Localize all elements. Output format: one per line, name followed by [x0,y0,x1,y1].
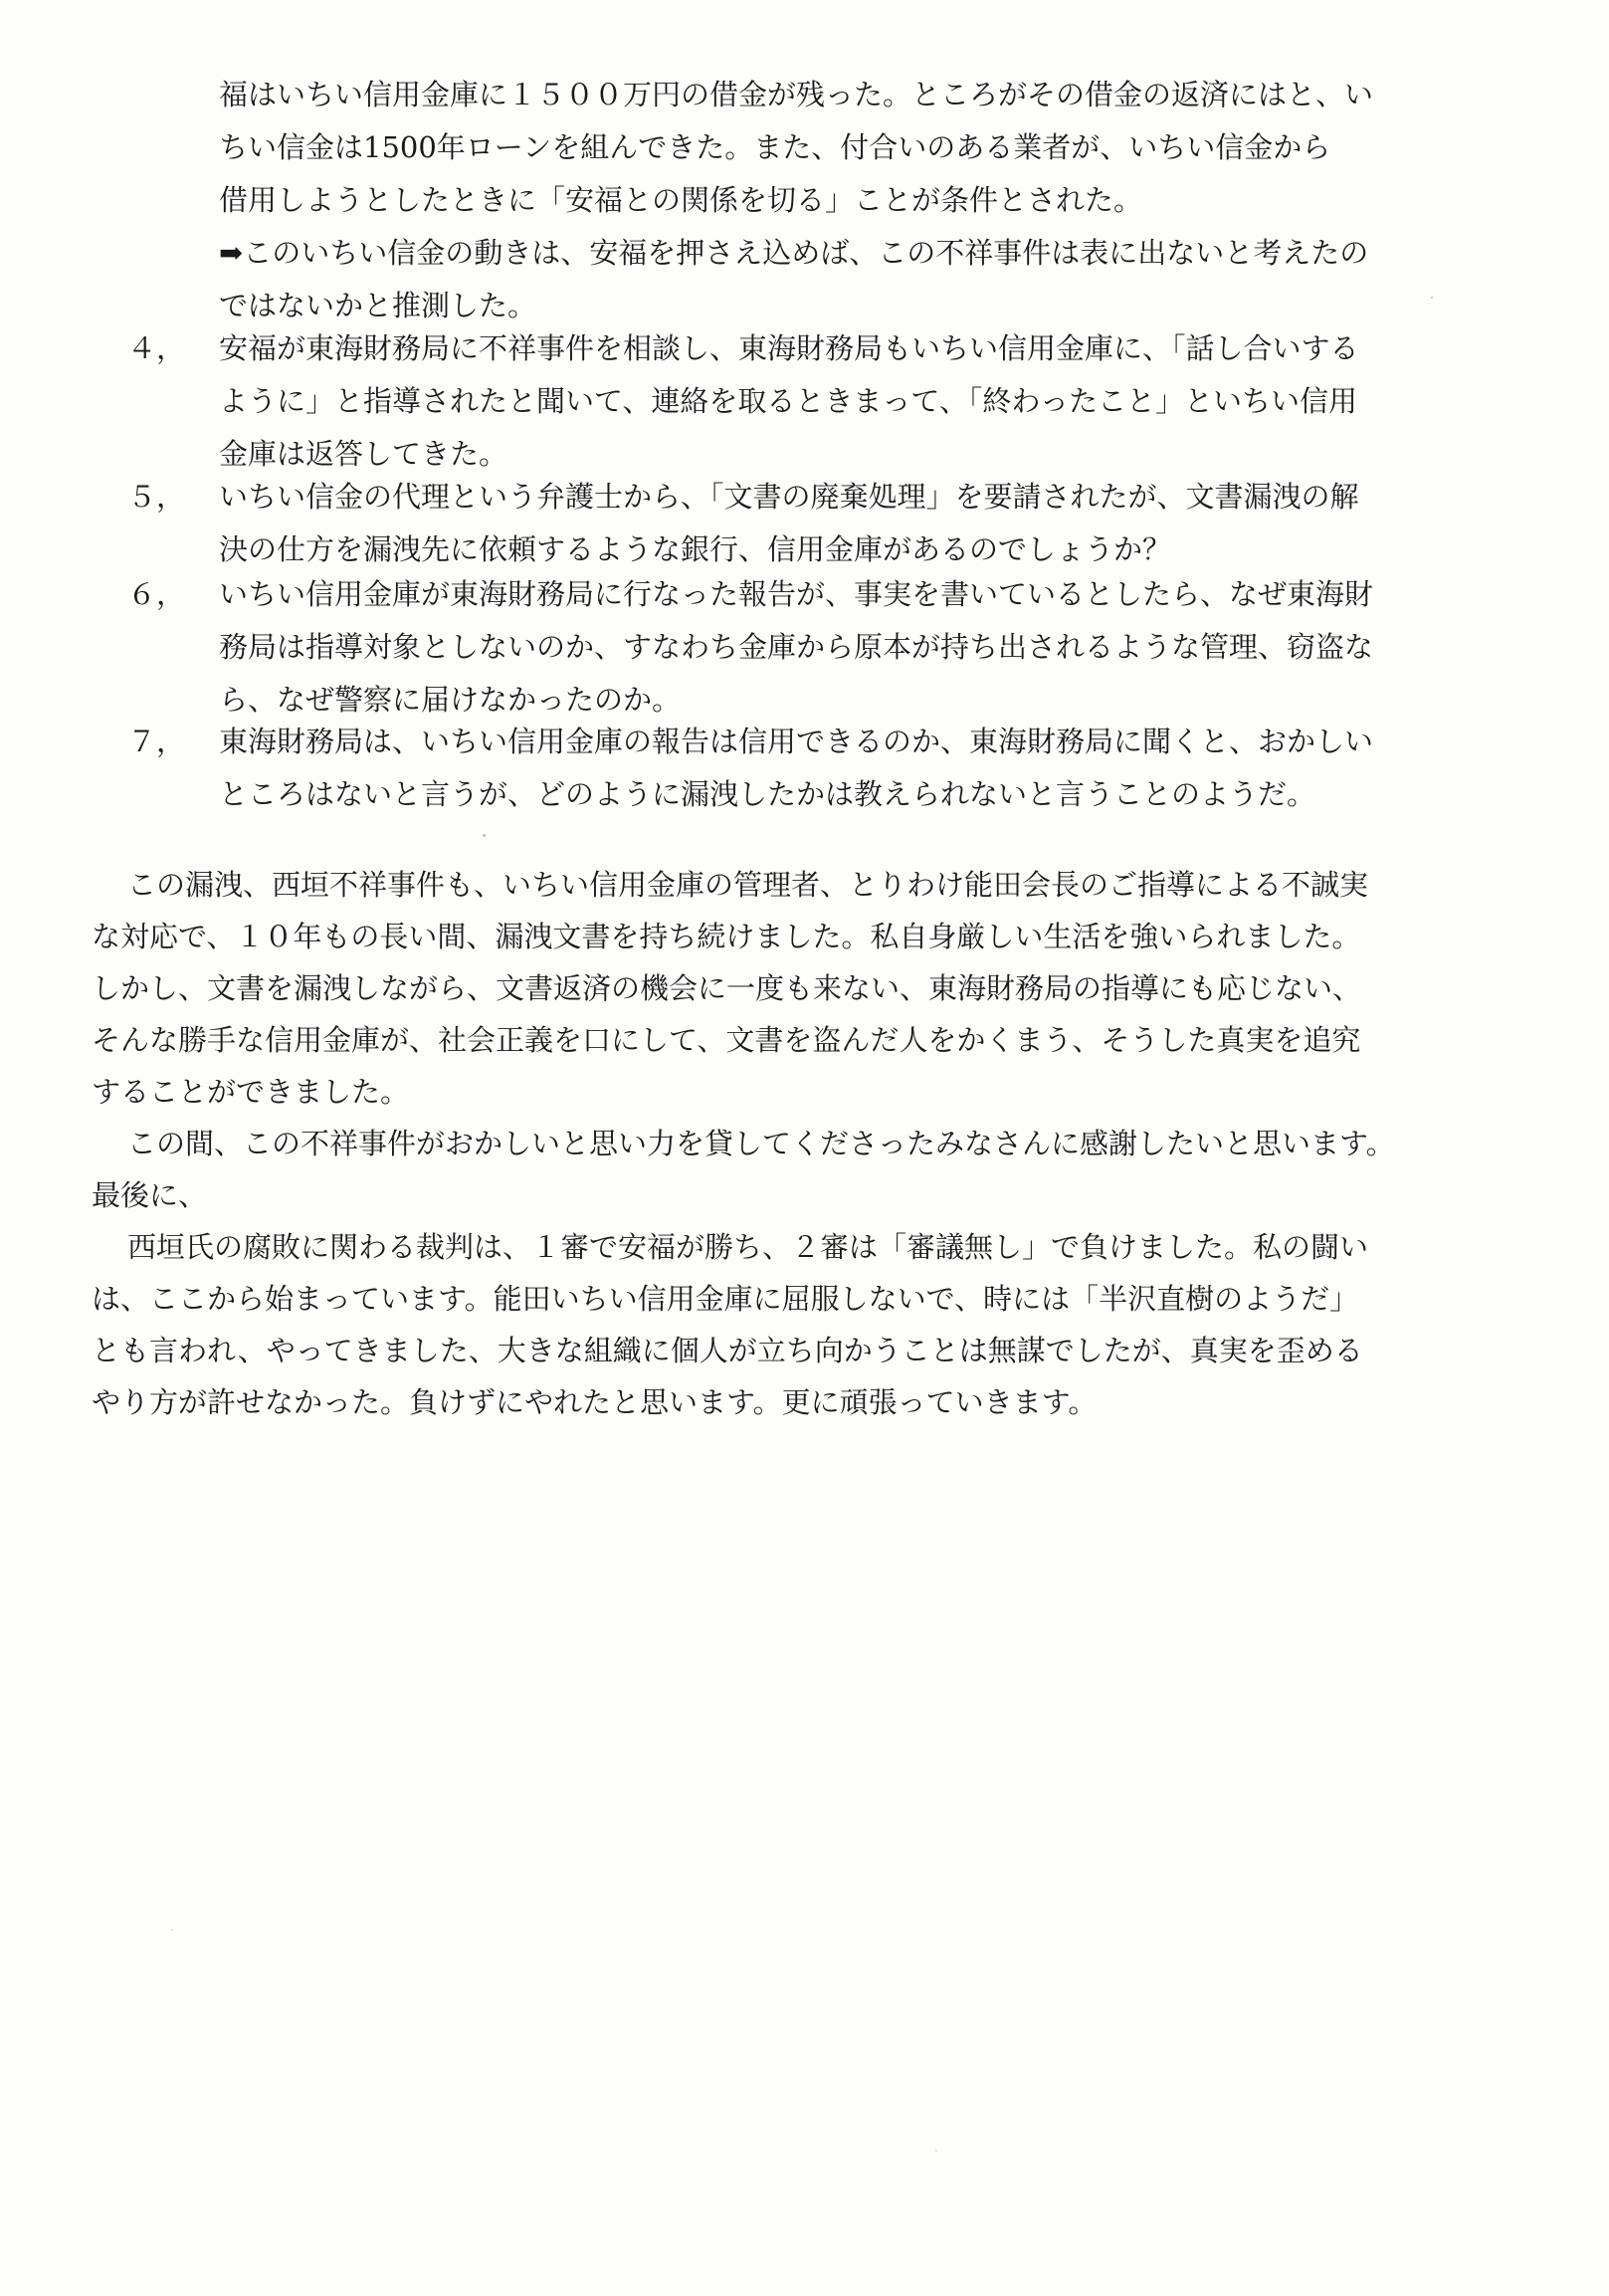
item-number: ７， [127,725,186,758]
paragraph-line: することができました。 [92,1075,410,1109]
intro-line: ➡このいちい信金の動きは、安福を押さえ込めば、この不祥事件は表に出ないと考えたの [219,236,1369,270]
paragraph-line: は、ここから始まっています。能田いちい信用金庫に屈服しないで、時には「半沢直樹のようだ」 [92,1282,1359,1316]
item-line: ように」と指導されたと聞いて、連絡を取るときまって、「終わったこと」といちい信用 [219,384,1358,418]
item-number: ５， [127,480,186,514]
item-line: いちい信金の代理という弁護士から、「文書の廃棄処理」を要請されたが、文書漏洩の解 [219,480,1359,514]
item-line: ら、なぜ警察に届けなかったのか。 [219,683,682,717]
intro-line: ではないかと推測した。 [219,289,537,322]
paragraph-line: しかし、文書を漏洩しながら、文書返済の機会に一度も来ない、東海財務局の指導にも応じない、 [92,971,1362,1005]
item-line: ところはないと言うが、どのように漏洩したかは教えられないと言うことのようだ。 [219,777,1316,811]
paragraph-line: とも言われ、やってきました、大きな組織に個人が立ち向かうことは無謀でしたが、真実を歪める [92,1334,1363,1367]
item-line: 東海財務局は、いちい信用金庫の報告は信用できるのか、東海財務局に聞くと、おかしい [219,725,1374,758]
scan-speck [483,834,486,837]
item-line: 安福が東海財務局に不祥事件を相談し、東海財務局もいちい信用金庫に、「話し合いする [219,331,1359,365]
item-line: 務局は指導対象としないのか、すなわち金庫から原本が持ち出されるような管理、窃盗な [219,630,1374,664]
paragraph-line: 西垣氏の腐敗に関わる裁判は、１審で安福が勝ち、２審は「審議無し」で負けました。私の闘い [127,1230,1369,1264]
item-line: いちい信用金庫が東海財務局に行なった報告が、事実を書いているとしたら、なぜ東海財 [219,577,1374,611]
scan-speck [171,1929,173,1931]
scan-speck [935,2150,937,2152]
paragraph-line: やり方が許せなかった。負けずにやれたと思います。更に頑張っていきます。 [92,1385,1098,1419]
item-line: 決の仕方を漏洩先に依頼するような銀行、信用金庫があるのでしょうか？ [219,532,1172,566]
item-number: ４， [127,331,186,365]
scan-speck [1431,297,1433,299]
intro-line: ちい信金は1500年ローンを組んできた。また、付合いのある業者が、いちい信金から [219,130,1331,164]
paragraph-line: この漏洩、西垣不祥事件も、いちい信用金庫の管理者、とりわけ能田会長のご指導による不誠実 [127,868,1369,902]
item-line: 金庫は返答してきた。 [219,437,508,471]
intro-line: 福はいちい信用金庫に１５００万円の借金が残った。ところがその借金の返済にはと、い [219,78,1374,111]
item-number: ６， [127,577,186,611]
paragraph-line: そんな勝手な信用金庫が、社会正義を口にして、文書を盗んだ人をかくまう、そうした真実を追究 [92,1023,1361,1057]
paragraph-line: 最後に、 [92,1178,208,1212]
intro-line: 借用しようとしたときに「安福との関係を切る」ことが条件とされた。 [219,183,1143,217]
paragraph-line: この間、この不祥事件がおかしいと思い力を貸してくださったみなさんに感謝したいと思います。 [127,1127,1395,1160]
paragraph-line: な対応で、１０年もの長い間、漏洩文書を持ち続けました。私自身厳しい生活を強いられました。 [92,920,1361,953]
